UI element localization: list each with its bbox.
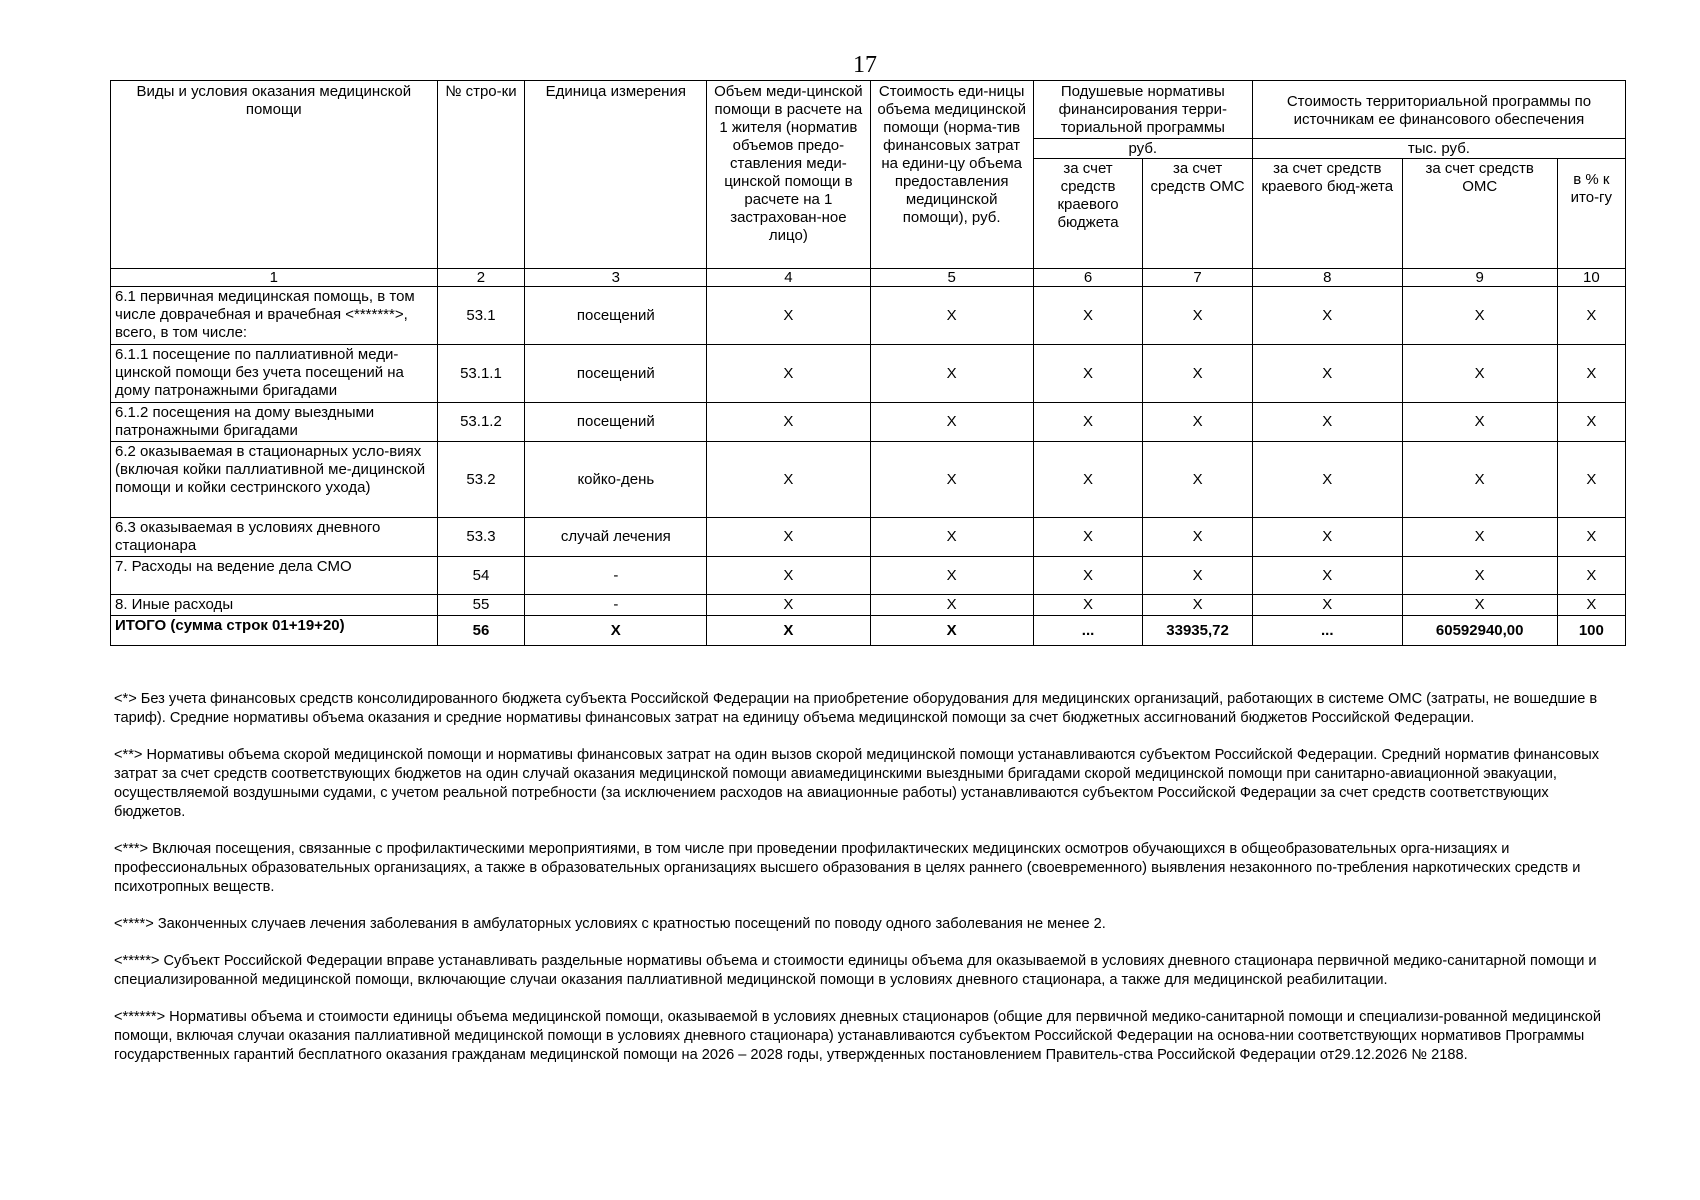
column-number: 1	[111, 269, 438, 287]
footnote: <******> Нормативы объема и стоимости единицы объема медицинской помощи, оказываемой в условиях дневных стационаров (общие для первичной медико-санитарной помощи и специализи-рованной медицинской помощи, включая случаи оказания паллиативной медицинской помощи в условиях дневного стационара) устанавливаются субъектом Российской Федерации на основа-нии соответствующих нормативов Программы государственных гарантий бесплатного оказания гражданам медицинской помощи на 2026 – 2028 годы, утвержденных постановлением Правитель-ства Российской Федерации от29.12.2026 № 2188.	[114, 1009, 1602, 1063]
row-line-number: 56	[437, 616, 525, 646]
row-unit: посещений	[525, 287, 707, 345]
table-row-total	[111, 616, 1626, 646]
cell-cost-regional: X	[1252, 345, 1402, 403]
column-number: 3	[525, 269, 707, 287]
header-unit-cost: Стоимость еди-ницы объема медицинской помощи (норма-тив финансовых затрат на едини-цу объема предоставления медицинской помощи), руб.	[870, 81, 1033, 269]
cell-unit-cost: X	[870, 345, 1033, 403]
row-line-number: 53.1	[437, 287, 525, 345]
cell-volume: X	[707, 557, 870, 595]
cell-per-capita-oms: X	[1143, 345, 1253, 403]
cell-cost-regional: X	[1252, 287, 1402, 345]
cell-per-capita-regional: X	[1033, 518, 1143, 557]
row-line-number: 53.1.2	[437, 403, 525, 442]
row-name: 6.3 оказываемая в условиях дневного стационара	[111, 518, 438, 557]
medical-care-cost-table	[110, 80, 1626, 646]
header-care-type: Виды и условия оказания медицинской помощи	[111, 81, 438, 269]
row-unit: X	[525, 616, 707, 646]
column-number: 10	[1557, 269, 1625, 287]
cell-unit-cost: X	[870, 403, 1033, 442]
cell-percent: X	[1557, 595, 1625, 616]
table-row	[111, 557, 1626, 595]
header-volume-per-resident: Объем меди-цинской помощи в расчете на 1 жителя (норматив объемов предо-ставления меди-цинской помощи в расчете на 1 застрахован-ное лицо)	[707, 81, 870, 269]
cell-percent: 100	[1557, 616, 1625, 646]
cell-volume: X	[707, 287, 870, 345]
row-name: 6.2 оказываемая в стационарных усло-виях (включая койки паллиативной ме-дицинской помощи и койки сестринского ухода)	[111, 442, 438, 518]
cell-per-capita-oms: X	[1143, 595, 1253, 616]
cell-unit-cost: X	[870, 287, 1033, 345]
row-unit: койко-день	[525, 442, 707, 518]
footnote: <*****> Субъект Российской Федерации вправе устанавливать раздельные нормативы объема и стоимости единицы объема для оказываемой в условиях дневного стационара первичной медико-санитарной помощи и специализированной медицинской помощи, включающие случаи оказания паллиативной медицинской помощи в условиях дневного стационара, а также для медицинской реабилитации.	[114, 953, 1597, 988]
row-name: 6.1 первичная медицинская помощь, в том числе доврачебная и врачебная <*******>, всего, в том числе:	[111, 287, 438, 345]
cell-percent: X	[1557, 345, 1625, 403]
cell-percent: X	[1557, 403, 1625, 442]
cell-cost-oms: X	[1402, 595, 1557, 616]
row-name: 7. Расходы на ведение дела СМО	[111, 557, 438, 595]
footnote: <****> Законченных случаев лечения заболевания в амбулаторных условиях с кратностью посещений по поводу одного заболевания не менее 2.	[114, 916, 1106, 932]
header-rub: руб.	[1033, 139, 1252, 159]
footnotes	[114, 690, 1624, 1083]
row-name: ИТОГО (сумма строк 01+19+20)	[111, 616, 438, 646]
row-unit: посещений	[525, 403, 707, 442]
header-program-cost: Стоимость территориальной программы по источникам ее финансового обеспечения	[1252, 81, 1625, 139]
cell-percent: X	[1557, 557, 1625, 595]
cell-per-capita-regional: ...	[1033, 616, 1143, 646]
row-unit: -	[525, 595, 707, 616]
header-per-capita-regional: за счет средств краевого бюджета	[1033, 159, 1143, 269]
cell-cost-oms: X	[1402, 287, 1557, 345]
cell-unit-cost: X	[870, 616, 1033, 646]
cell-volume: X	[707, 518, 870, 557]
cell-unit-cost: X	[870, 557, 1033, 595]
table-row	[111, 518, 1626, 557]
cell-volume: X	[707, 595, 870, 616]
column-number: 2	[437, 269, 525, 287]
column-number: 8	[1252, 269, 1402, 287]
cell-cost-regional: X	[1252, 403, 1402, 442]
cell-percent: X	[1557, 518, 1625, 557]
cell-percent: X	[1557, 287, 1625, 345]
footnote: <**> Нормативы объема скорой медицинской помощи и нормативы финансовых затрат на один вызов скорой медицинской помощи устанавливаются субъектом Российской Федерации. Средний норматив финансовых затрат за счет средств соответствующих бюджетов на один случай оказания медицинской помощи авиамедицинскими выездными бригадами скорой медицинской помощи при санитарно-авиационной эвакуации, осуществляемой воздушными судами, с учетом реальной потребности (за исключением расходов на авиационные работы) устанавливаются субъектом Российской Федерации за счет средств соответствующих бюджетов.	[114, 747, 1600, 820]
cell-per-capita-regional: X	[1033, 287, 1143, 345]
header-unit: Единица измерения	[525, 81, 707, 269]
cell-cost-oms: X	[1402, 518, 1557, 557]
cell-per-capita-oms: X	[1143, 442, 1253, 518]
cell-cost-oms: X	[1402, 557, 1557, 595]
row-line-number: 53.2	[437, 442, 525, 518]
header-per-capita-standards: Подушевые нормативы финансирования терри-ториальной программы	[1033, 81, 1252, 139]
row-name: 8. Иные расходы	[111, 595, 438, 616]
cell-unit-cost: X	[870, 442, 1033, 518]
cell-cost-regional: X	[1252, 595, 1402, 616]
column-number: 5	[870, 269, 1033, 287]
cell-per-capita-regional: X	[1033, 403, 1143, 442]
row-unit: случай лечения	[525, 518, 707, 557]
cell-per-capita-oms: X	[1143, 557, 1253, 595]
row-line-number: 53.1.1	[437, 345, 525, 403]
cell-volume: X	[707, 616, 870, 646]
column-number: 9	[1402, 269, 1557, 287]
row-unit: посещений	[525, 345, 707, 403]
header-line-number: № стро-ки	[437, 81, 525, 269]
cell-cost-oms: X	[1402, 403, 1557, 442]
cell-volume: X	[707, 403, 870, 442]
cell-per-capita-regional: X	[1033, 595, 1143, 616]
page-number: 17	[853, 52, 877, 78]
cell-volume: X	[707, 345, 870, 403]
row-unit: -	[525, 557, 707, 595]
cell-per-capita-regional: X	[1033, 442, 1143, 518]
header-cost-regional: за счет средств краевого бюд-жета	[1252, 159, 1402, 269]
table-row	[111, 287, 1626, 345]
cell-cost-regional: X	[1252, 442, 1402, 518]
cell-per-capita-oms: X	[1143, 287, 1253, 345]
header-per-capita-oms: за счет средств ОМС	[1143, 159, 1253, 269]
table-row	[111, 345, 1626, 403]
cell-per-capita-oms: X	[1143, 518, 1253, 557]
cell-cost-regional: ...	[1252, 616, 1402, 646]
cell-volume: X	[707, 442, 870, 518]
column-number: 4	[707, 269, 870, 287]
header-cost-oms: за счет средств ОМС	[1402, 159, 1557, 269]
cell-unit-cost: X	[870, 595, 1033, 616]
column-number-row	[111, 269, 1626, 287]
column-number: 6	[1033, 269, 1143, 287]
row-name: 6.1.1 посещение по паллиативной меди-цинской помощи без учета посещений на дому патронажными бригадами	[111, 345, 438, 403]
cell-cost-oms: 60592940,00	[1402, 616, 1557, 646]
cell-per-capita-regional: X	[1033, 557, 1143, 595]
row-name: 6.1.2 посещения на дому выездными патронажными бригадами	[111, 403, 438, 442]
cell-cost-regional: X	[1252, 557, 1402, 595]
footnote: <*> Без учета финансовых средств консолидированного бюджета субъекта Российской Федерации на приобретение оборудования для медицинских организаций, работающих в системе ОМС (затраты, не вошедшие в тариф). Средние нормативы объема оказания и средние нормативы финансовых затрат на единицу объема медицинской помощи за счет бюджетных ассигнований бюджетов Российской Федерации.	[114, 691, 1598, 726]
cell-per-capita-oms: X	[1143, 403, 1253, 442]
cell-unit-cost: X	[870, 518, 1033, 557]
table-row	[111, 403, 1626, 442]
cell-percent: X	[1557, 442, 1625, 518]
row-line-number: 55	[437, 595, 525, 616]
cell-per-capita-regional: X	[1033, 345, 1143, 403]
row-line-number: 53.3	[437, 518, 525, 557]
column-number: 7	[1143, 269, 1253, 287]
footnote: <***> Включая посещения, связанные с профилактическими мероприятиями, в том числе при проведении профилактических медицинских осмотров обучающихся в общеобразовательных орга-низациях и профессиональных образовательных организациях, а также в образовательных организациях высшего образования в целях раннего (своевременного) выявления незаконного по-требления наркотических средств и психотропных веществ.	[114, 841, 1581, 895]
cell-per-capita-oms: 33935,72	[1143, 616, 1253, 646]
header-percent-total: в % к ито-гу	[1557, 159, 1625, 269]
header-thousand-rub: тыс. руб.	[1252, 139, 1625, 159]
cell-cost-regional: X	[1252, 518, 1402, 557]
row-line-number: 54	[437, 557, 525, 595]
cell-cost-oms: X	[1402, 442, 1557, 518]
table-row	[111, 442, 1626, 518]
cell-cost-oms: X	[1402, 345, 1557, 403]
table-row	[111, 595, 1626, 616]
